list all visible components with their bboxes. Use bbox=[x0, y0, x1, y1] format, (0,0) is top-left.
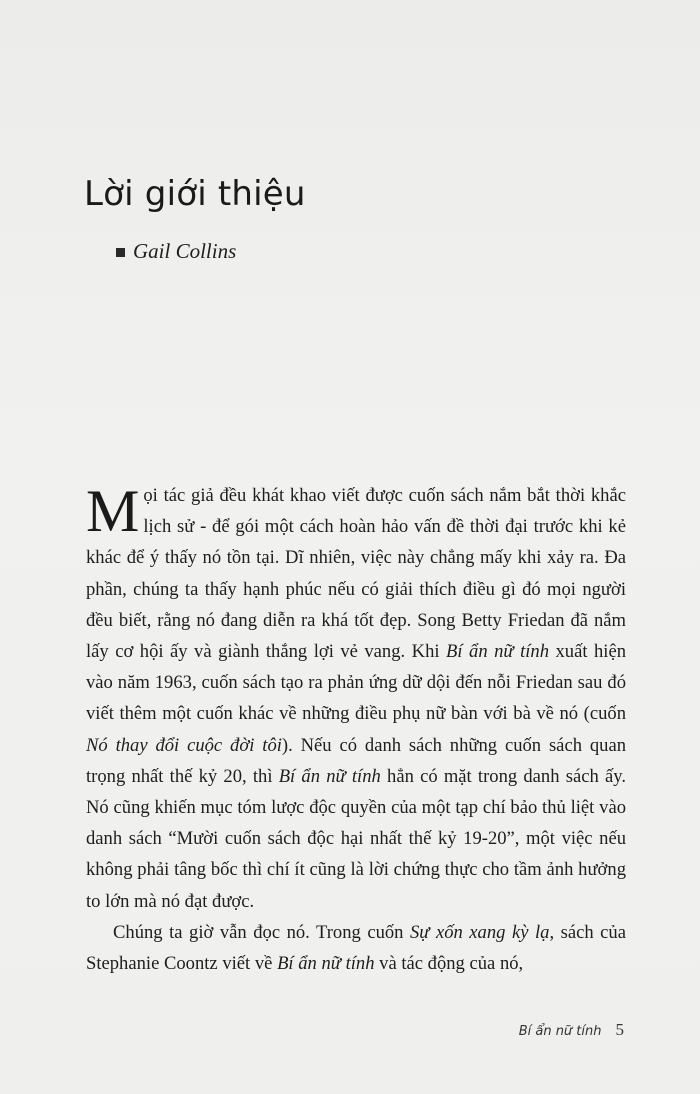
text-run: hẳn có mặt trong danh sách ấy. Nó cũng khiến mục tóm lược độc quyền của một tạp chí bảo thủ liệt vào danh sách “Mười cuốn sách độc hại nhất thế kỷ 19-20”, một việc nếu không phải tâng bốc thì chí ít cũng là lời chứng thực cho tầm ảnh hưởng to lớn mà nó đạt được. bbox=[86, 765, 626, 912]
italic-title-run: Bí ẩn nữ tính bbox=[277, 953, 375, 975]
italic-title-run: Sự xốn xang kỳ lạ bbox=[409, 921, 550, 943]
italic-title-run: Nó thay đổi cuộc đời tôi bbox=[86, 734, 282, 756]
paragraph-1-content bbox=[86, 478, 626, 912]
text-run: Chúng ta giờ vẫn đọc nó. Trong cuốn bbox=[113, 921, 410, 943]
paragraph-2-content bbox=[86, 922, 626, 974]
text-run: , sách của Stephanie Coontz viết về bbox=[86, 921, 626, 975]
author-name: Gail Collins bbox=[133, 239, 237, 263]
page-footer bbox=[519, 1020, 624, 1040]
paragraph-2 bbox=[86, 917, 626, 979]
drop-cap: M bbox=[86, 478, 140, 544]
author-line bbox=[116, 239, 236, 264]
text-run: xuất hiện vào năm 1963, cuốn sách tạo ra phản ứng dữ dội đến nỗi Friedan sau đó viết thêm một cuốn khác về những điều phụ nữ bàn với bà về nó (cuốn bbox=[86, 641, 626, 725]
italic-title-run: Bí ẩn nữ tính bbox=[446, 641, 549, 663]
body-text bbox=[86, 480, 626, 979]
text-run: và tác động của nó, bbox=[374, 953, 524, 975]
text-run: ọi tác giả đều khát khao viết được cuốn sách nắm bắt thời khắc lịch sử - để gói một cách hoàn hảo vấn đề thời đại trước khi kẻ khác để ý thấy nó tồn tại. Dĩ nhiên, việc này chẳng mấy khi xảy ra. Đa phần, chúng ta thấy hạnh phúc nếu có giải thích điều gì đó mọi người đều biết, rằng nó đang diễn ra khá tốt đẹp. Song Betty Friedan đã nắm lấy cơ hội ấy và giành thắng lợi vẻ vang. Khi bbox=[86, 485, 626, 663]
text-run: ). Nếu có danh sách những cuốn sách quan trọng nhất thế kỷ 20, thì bbox=[86, 734, 626, 787]
page-number: 5 bbox=[615, 1020, 624, 1039]
chapter-title: Lời giới thiệu bbox=[84, 174, 306, 214]
italic-title-run: Bí ẩn nữ tính bbox=[278, 765, 381, 787]
square-bullet-icon bbox=[116, 248, 125, 257]
running-footer-title: Bí ẩn nữ tính bbox=[518, 1024, 602, 1039]
paragraph-1 bbox=[86, 480, 626, 917]
